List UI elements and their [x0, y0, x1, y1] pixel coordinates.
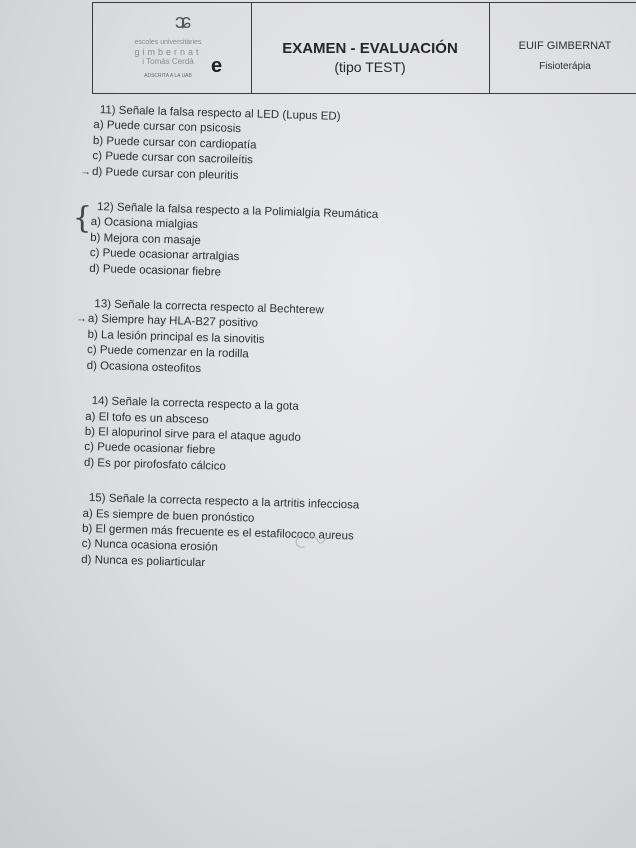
school-name: EUIF GIMBERNAT: [518, 40, 612, 52]
option-c: c) Puede cursar con sacroileítis: [92, 150, 254, 167]
option-a: a) Puede cursar con psicosis: [93, 119, 242, 136]
option-c: c) Puede comenzar en la rodilla: [86, 344, 249, 361]
question-text: 13) Señale la correcta respecto al Bechterew: [94, 298, 324, 317]
option-b: b) Mejora con masaje: [90, 231, 201, 247]
exam-title: EXAMEN - EVALUACIÓN: [282, 40, 458, 57]
question-12: [72, 200, 391, 285]
question-13: [75, 297, 388, 382]
option-d: d) Ocasiona osteofitos: [86, 359, 202, 375]
logo-line-3: i Tomàs Cerdà: [142, 57, 194, 66]
school-logo: [93, 3, 252, 93]
logo-line-2: gimbernat: [134, 47, 202, 57]
option-a-text: a) Ocasiona mialgias: [90, 216, 199, 232]
option-a-text: a) Siempre hay HLA-B27 positivo: [87, 313, 259, 331]
handwritten-arrow-icon: →: [75, 313, 88, 326]
option-b: b) El alopurinol sirve para el ataque agudo: [84, 425, 301, 444]
option-c: c) Puede ocasionar artralgias: [89, 247, 240, 264]
question-text: 14) Señale la correcta respecto a la gota: [91, 395, 299, 413]
option-b: b) La lesión principal es la sinovitis: [87, 328, 265, 346]
handwritten-arrow-icon: →: [79, 165, 92, 178]
exam-header: [92, 2, 636, 94]
option-d: d) Nunca es poliarticular: [81, 553, 206, 570]
exam-subtitle: (tipo TEST): [334, 59, 406, 75]
question-text: 15) Señale la correcta respecto a la artritis infecciosa: [88, 492, 360, 512]
option-a: a) El tofo es un absceso: [85, 410, 209, 426]
question-text: 11) Señale la falsa respecto al LED (Lupus ED): [99, 104, 341, 123]
question-15: [81, 491, 383, 576]
pencil-scribble-icon: [292, 531, 332, 553]
question-text: 12) Señale la falsa respecto a la Polimialgia Reumática: [96, 201, 379, 222]
school-cell: [489, 3, 636, 93]
handwritten-brace-icon: {: [72, 200, 93, 237]
logo-line-4: ADSCRITA A LA UAB: [144, 73, 192, 79]
option-d: d) Es por pirofosfato cálcico: [83, 456, 226, 473]
logo-line-1: escoles universitàries: [134, 39, 202, 46]
question-14: [84, 394, 386, 479]
option-b: b) El germen más frecuente es el estafilococo aureus: [81, 522, 354, 543]
option-a: a) Es siempre de buen pronóstico: [82, 507, 255, 525]
logo-e-icon: e: [211, 55, 223, 77]
logo-swirl-icon: ɔɕ: [175, 11, 187, 33]
option-d-text: d) Puede cursar con pleuritis: [91, 165, 239, 182]
option-b: b) Puede cursar con cardiopatía: [92, 134, 257, 152]
option-c: c) Nunca ocasiona erosión: [81, 538, 218, 554]
questions-list: [72, 103, 393, 596]
department-name: Fisioterápia: [539, 61, 591, 72]
option-d: d) Puede ocasionar fiebre: [89, 262, 222, 279]
question-11: [79, 103, 394, 188]
option-c: c) Puede ocasionar fiebre: [84, 441, 216, 457]
title-cell: [251, 3, 490, 93]
